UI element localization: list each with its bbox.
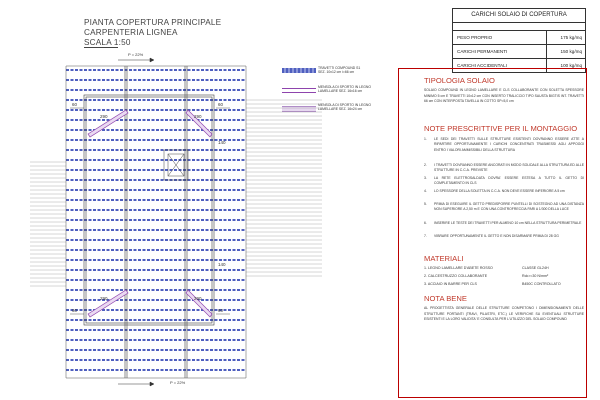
loads-row-label: PESO PROPRIO: [453, 31, 547, 44]
note-number: 2.: [424, 163, 427, 167]
notes-panel: [398, 68, 587, 398]
material-name: [424, 274, 487, 278]
note-item: [424, 176, 584, 187]
note-number: 1.: [424, 137, 427, 141]
dimension-label: 60: [218, 308, 224, 313]
eave-lines: [66, 66, 246, 378]
note-number: 4.: [424, 189, 427, 193]
section-title-materiali: MATERIALI: [424, 254, 464, 263]
legend-line: LAMELLARE SEZ. 16x24 cm: [318, 107, 363, 112]
dimension-label: 290: [100, 114, 108, 119]
loads-table-spacer: [453, 23, 585, 31]
drawing-title: PIANTA COPERTURA PRINCIPALE: [84, 18, 222, 27]
walls: [84, 66, 214, 378]
dimension-label: 140: [218, 140, 226, 145]
dimension-label: 60: [218, 102, 224, 107]
note-item: [424, 202, 584, 213]
note-item: [424, 221, 584, 226]
material-spec: B450C CONTROLLATO: [522, 282, 561, 286]
note-item: [424, 189, 584, 194]
drawing-scale: SCALA 1:50: [84, 38, 131, 47]
legend-line: MENSOLA DI SPORTO IN LEGNO: [318, 103, 372, 107]
material-number: 1.: [424, 266, 427, 270]
dimension-label: 60: [72, 102, 78, 107]
section-title-nota-bene: NOTA BENE: [424, 294, 467, 303]
dimension-label: 290: [194, 114, 202, 119]
loads-row: [453, 31, 585, 45]
slope-label-top: P = 22%: [128, 52, 144, 57]
material-name: [424, 282, 477, 286]
legend-line: LAMELLARE SEZ. 16x16 cm: [318, 89, 363, 94]
note-item: [424, 234, 584, 239]
side-roof-hatch: [246, 100, 322, 276]
material-number: 3.: [424, 282, 427, 286]
section-title-note: NOTE PRESCRITTIVE PER IL MONTAGGIO: [424, 124, 578, 133]
skylight: [164, 150, 188, 180]
note-number: 7.: [424, 234, 427, 238]
side-roof-hatch: [30, 162, 66, 286]
note-text: I TRAVETTI DOVRANNO ESSERE ANCORATI IN MODO SOLIDALE ALLA STRUTTURA ED ALLE STRUTTURE IN C.C.A. PREVISTE: [434, 163, 584, 173]
dimension-label: 60: [72, 308, 78, 313]
note-text: LE SEDI DEI TRAVETTI SULLE STRUTTURE ESISTENTI DOVRANNO ESSERE ATTE A RIPARTIRE OPPORTUNAMENTE I CARICHI CONCENTRATI TRASMESSI AGLI APPOGGI ENTRO I VALORI AMMISSIBILI DELLA STRUTTURA: [434, 137, 584, 152]
note-item: [424, 163, 584, 174]
dimension-label: 290: [100, 296, 108, 301]
material-label: CALCESTRUZZO COLLABORANTE: [428, 274, 488, 278]
legend-line: SEZ. 10x12 cm i=66 cm: [318, 70, 355, 75]
slope-arrows: [118, 58, 154, 386]
section-title-solaio: TIPOLOGIA SOLAIO: [424, 76, 495, 85]
dimension-label: 290: [194, 296, 202, 301]
loads-row-label: CARICHI ACCIDENTALI: [453, 59, 547, 72]
loads-row-label: CARICHI PERMANENTI: [453, 45, 547, 58]
dimension-label: 140: [218, 262, 226, 267]
loads-row-value: 175 kg/mq: [560, 35, 582, 40]
loads-row: [453, 45, 585, 59]
note-number: 6.: [424, 221, 427, 225]
note-text: INSERIRE LE TESTE DEI TRAVETTI PER ALMENO 10 cm NELLA STRUTTURA PERIMETRALE: [434, 221, 582, 225]
legend-line: MENSOLA DI SPORTO IN LEGNO: [318, 85, 372, 89]
solaio-description: SOLAIO COMPOUND IN LEGNO LAMELLARE E CLS COLLABORANTE CON SOLETTA SPESSORE MINIMO 5 cm E TRAVETTI 10x12 cm CON INSERTO TRALICCIO TIPO SAUSTA BIGTIS INT. TRAVETTI 66 cm CON INTERPOSTA TAVELLA IN COTTO SP=5,0 cm: [424, 88, 584, 103]
material-number: 2.: [424, 274, 427, 278]
note-item: [424, 137, 584, 153]
loads-table: [452, 8, 586, 73]
note-text: LO SPESSORE DELLA SOLETTA IN C.C.A. NON DEVE ESSERE INFERIORE A 5 cm: [434, 189, 565, 193]
note-text: VIBRARE OPPORTUNAMENTE IL GETTO E NON DISARMARE PRIMA DI 28 GG: [434, 234, 559, 238]
loads-table-header: CARICHI SOLAIO DI COPERTURA: [453, 9, 585, 23]
material-name: [424, 266, 493, 270]
material-spec: Rck>=30 N/mm²: [522, 274, 549, 278]
material-label: ACCIAIO IN BARRE PER CLS: [427, 282, 477, 286]
legend-line: TRAVETTI COMPOUND S1: [318, 66, 361, 70]
note-number: 5.: [424, 202, 427, 206]
material-label: LEGNO LAMELLARE D'ABETE ROSSO: [428, 266, 493, 270]
drawing-subtitle: CARPENTERIA LIGNEA: [84, 28, 178, 37]
note-text: LA RETE ELETTROSALDATA DOVRA' ESSERE ESTESA A TUTTO IL GETTO DI COMPLETAMENTO IN CLS: [434, 176, 584, 186]
note-number: 3.: [424, 176, 427, 180]
slope-label-bottom: P = 22%: [170, 380, 186, 385]
loads-row-value: 150 kg/mq: [560, 49, 582, 54]
nota-bene-text: AL PROGETTISTA GENERALE DELLE STRUTTURE COMPETONO I DIMENSIONAMENTI DELLE STRUTTURE PORTANTI (TRAVI, PILASTRI, ETC.) LE VERIFICHE SU EVENTUALI STRUTTURE ESISTENTI E LA LORO VALIDITA' E CONSULTA PER L'UTILIZZO DEL SOLAIO COMPOUND: [424, 306, 584, 321]
loads-row-value: 100 kg/mq: [560, 63, 582, 68]
note-text: PRIMA DI ESEGUIRE IL GETTO PREDISPORRE PUNTELLI DI SOSTEGNO AD UNA DISTANZA NON SUPERIORE A 2,50 m E CON UNA CONTROFRECCIA PARI A 1/300 DELLA LUCE: [434, 202, 584, 212]
material-spec: CLASSE GL24H: [522, 266, 549, 270]
diagonal-brackets: [88, 110, 212, 317]
